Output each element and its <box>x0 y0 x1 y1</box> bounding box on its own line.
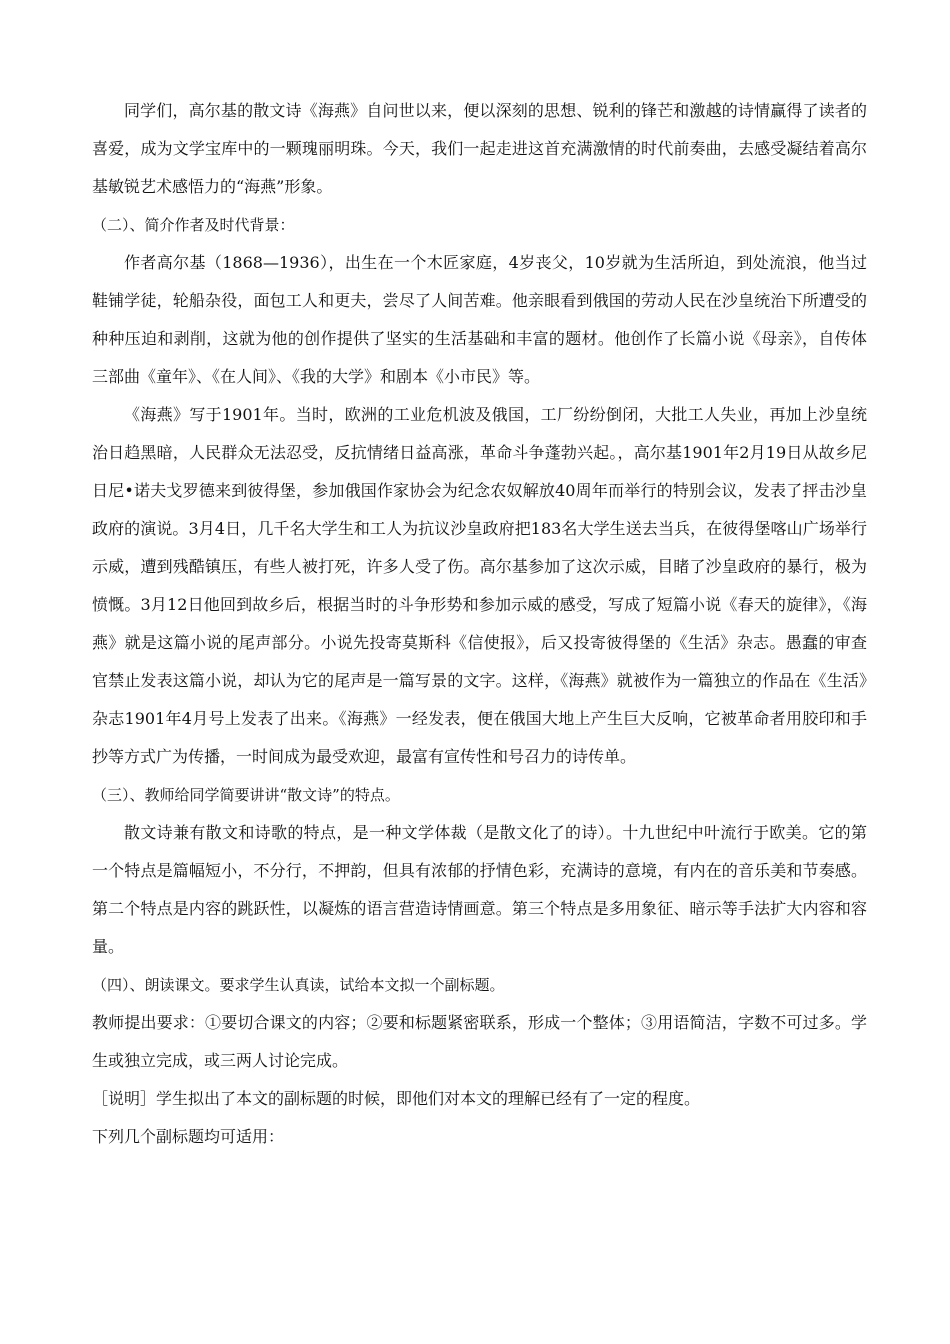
prose-poem-paragraph: 散文诗兼有散文和诗歌的特点，是一种文学体裁（是散文化了的诗）。十九世纪中叶流行于欧美。它的第一个特点是篇幅短小，不分行，不押韵，但具有浓郁的抒情色彩，充满诗的意境，有内在的音乐美和节奏感。第二个特点是内容的跳跃性，以凝炼的语言营造诗情画意。第三个特点是多用象征、暗示等手法扩大内容和容量。 <box>92 823 867 956</box>
document-page <box>92 92 867 1156</box>
section-two-heading: （二）、简介作者及时代背景： <box>92 216 295 234</box>
final-line: 下列几个副标题均可适用： <box>92 1127 285 1146</box>
section-three-heading: （三）、教师给同学简要讲讲“散文诗”的特点。 <box>92 786 400 804</box>
teacher-requirements-paragraph: 教师提出要求：①要切合课文的内容；②要和标题紧密联系，形成一个整体；③用语简洁，字数不可过多。学生或独立完成，或三两人讨论完成。 <box>92 1013 867 1070</box>
background-paragraph: 《海燕》写于1901年。当时，欧洲的工业危机波及俄国，工厂纷纷倒闭，大批工人失业，再加上沙皇统治日趋黑暗，人民群众无法忍受，反抗情绪日益高涨，革命斗争蓬勃兴起。，高尔基1901年2月19日从故乡尼日尼•诺夫戈罗德来到彼得堡，参加俄国作家协会为纪念农奴解放40周年而举行的特别会议，发表了抨击沙皇政府的演说。3月4日，几千名大学生和工人为抗议沙皇政府把183名大学生送去当兵，在彼得堡喀山广场举行示威，遭到残酷镇压，有些人被打死，许多人受了伤。高尔基参加了这次示威，目睹了沙皇政府的暴行，极为愤慨。3月12日他回到故乡后，根据当时的斗争形势和参加示威的感受，写成了短篇小说《春天的旋律》，《海燕》就是这篇小说的尾声部分。小说先投寄莫斯科《信使报》，后又投寄彼得堡的《生活》杂志。愚蠢的审查官禁止发表这篇小说，却认为它的尾声是一篇写景的文字。这样，《海燕》就被作为一篇独立的作品在《生活》杂志1901年4月号上发表了出来。《海燕》一经发表，便在俄国大地上产生巨大反响，它被革命者用胶印和手抄等方式广为传播，一时间成为最受欢迎，最富有宣传性和号召力的诗传单。 <box>92 405 867 766</box>
note-line: ［说明］学生拟出了本文的副标题的时候，即他们对本文的理解已经有了一定的程度。 <box>92 1089 701 1108</box>
section-four-heading: （四）、朗读课文。要求学生认真读，试给本文拟一个副标题。 <box>92 976 505 994</box>
author-paragraph: 作者高尔基（1868—1936），出生在一个木匠家庭，4岁丧父，10岁就为生活所迫，到处流浪，他当过鞋铺学徒，轮船杂役，面包工人和更夫，尝尽了人间苦难。他亲眼看到俄国的劳动人民在沙皇统治下所遭受的种种压迫和剥削，这就为他的创作提供了坚实的生活基础和丰富的题材。他创作了长篇小说《母亲》，自传体三部曲《童年》、《在人间》、《我的大学》和剧本《小市民》等。 <box>92 253 867 386</box>
intro-paragraph: 同学们，高尔基的散文诗《海燕》自问世以来，便以深刻的思想、锐利的锋芒和激越的诗情赢得了读者的喜爱，成为文学宝库中的一颗瑰丽明珠。今天，我们一起走进这首充满激情的时代前奏曲，去感受凝结着高尔基敏锐艺术感悟力的“海燕”形象。 <box>92 101 867 196</box>
